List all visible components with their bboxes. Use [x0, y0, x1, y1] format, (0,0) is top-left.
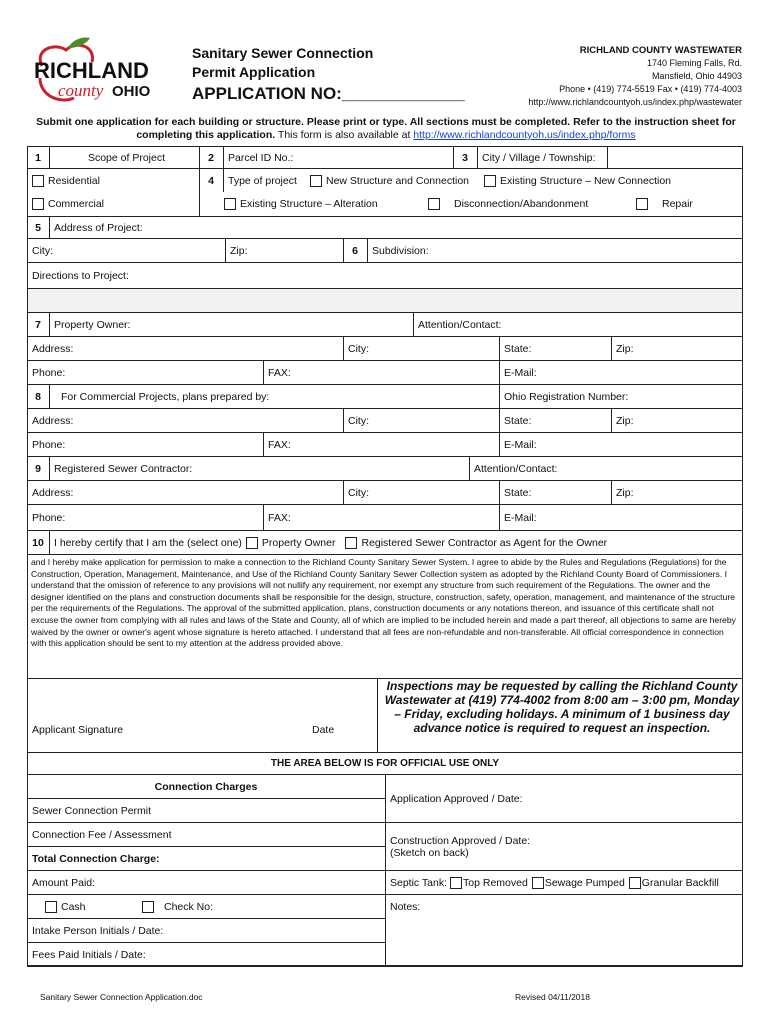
- connection-charges-heading: Connection Charges: [154, 780, 258, 793]
- legal-agreement-text: and I hereby make application for permission to make a connection to the Richland County Sanitary Sewer System. I agree to abide by the Rules and Regulations (Regulations) for the Construction, Operation, Management, Maintenance, and Use of the Richland County Sanitary Sewer Collection system as adopted by the Richland County Board of Commissioners. I understand that the omission of reference to any provisions will not nullify any requirement, nor exempt any structure from such requirement of the Regulations. The owner and the designer identified on the plans and construction documents shall be responsible for the design, structure, construction, safety, operation, management, and maintenance of the structure per the requirements of the Regulations. The approval of the submitted application, plans, construction documents or any notations thereon, and issuance of this certificate shall not excuse the owner from complying with all rules and laws of the State and County, all of which are implied to be included herein and made a part thereof, all objections to same are hereby waived by the owner or owner's agent whose signature is hereto attached. I understand that all fees are non-refundable and non-transferable. All official correspondence in connection with this application should be sent to my attention at the address provided above.: [31, 557, 736, 649]
- existing-alter-label: Existing Structure – Alteration: [240, 198, 378, 210]
- instructions: [30, 116, 742, 142]
- repair-label: Repair: [662, 198, 693, 210]
- instructions-bold: Submit one application for each building or structure. Please print or type. All sections must be completed. Refer to the instruction sheet for completing this application.: [36, 116, 736, 141]
- official-use-heading: THE AREA BELOW IS FOR OFFICIAL USE ONLY: [270, 758, 500, 769]
- directions-field[interactable]: Directions to Project:: [32, 269, 129, 282]
- residential-label: Residential: [48, 174, 100, 187]
- owner-phone-field[interactable]: Phone:: [32, 366, 66, 379]
- agency-street: 1740 Fleming Falls, Rd.: [646, 58, 742, 68]
- section-num-10: 10: [32, 536, 44, 549]
- owner-attention-field[interactable]: Attention/Contact:: [418, 318, 502, 331]
- inspection-notice: Inspections may be requested by calling the Richland County Wastewater at (419) 774-4002 from 8:00 am – 3:00 pm, Monday – Friday, excluding holidays. A minimum of 1 business day advance notice is required to request an inspection.: [384, 679, 740, 735]
- section-num-2: 2: [208, 151, 214, 164]
- designer-zip-field[interactable]: Zip:: [616, 414, 634, 427]
- contractor-phone-field[interactable]: Phone:: [32, 511, 66, 524]
- disconnection-label: Disconnection/Abandonment: [454, 198, 589, 210]
- contractor-zip-field[interactable]: Zip:: [616, 486, 634, 499]
- fees-paid-field[interactable]: Fees Paid Initials / Date:: [32, 948, 146, 961]
- contractor-agent-option-label: Registered Sewer Contractor as Agent for the Owner: [361, 536, 608, 549]
- owner-city-field[interactable]: City:: [348, 342, 369, 355]
- section-num-3: 3: [462, 151, 468, 164]
- sketch-note: (Sketch on back): [390, 847, 469, 859]
- intake-person-field[interactable]: Intake Person Initials / Date:: [32, 924, 164, 937]
- owner-zip-field[interactable]: Zip:: [616, 342, 634, 355]
- contractor-address-field[interactable]: Address:: [32, 486, 74, 499]
- logo-ohio-text: OHIO: [112, 83, 151, 100]
- designer-phone-field[interactable]: Phone:: [32, 438, 66, 451]
- agency-address-block: [528, 44, 742, 109]
- commercial-label: Commercial: [48, 198, 105, 210]
- section-num-1: 1: [35, 151, 41, 164]
- construction-approved-label: Construction Approved / Date:: [390, 835, 531, 847]
- form-bottom-rule: [27, 966, 743, 967]
- section-num-7: 7: [35, 318, 41, 331]
- designer-email-field[interactable]: E-Mail:: [504, 438, 537, 451]
- footer-filename: Sanitary Sewer Connection Application.doc: [40, 992, 203, 1002]
- applicant-signature-field[interactable]: Applicant Signature: [32, 724, 124, 736]
- designer-state-field[interactable]: State:: [504, 414, 532, 427]
- notes-field[interactable]: Notes:: [390, 901, 421, 913]
- logo-county-text: county: [58, 81, 104, 100]
- city-village-label: City / Village / Township:: [482, 151, 596, 164]
- connection-fee-field[interactable]: Connection Fee / Assessment: [32, 828, 172, 841]
- agency-city: Mansfield, Ohio 44903: [651, 71, 742, 81]
- form-title-line1: Sanitary Sewer Connection: [192, 45, 374, 61]
- granular-backfill-label: Granular Backfill: [641, 876, 719, 889]
- scope-label: Scope of Project: [87, 151, 166, 164]
- owner-email-field[interactable]: E-Mail:: [504, 366, 537, 379]
- contractor-email-field[interactable]: E-Mail:: [504, 511, 537, 524]
- instructions-plain: This form is also available at: [275, 129, 414, 141]
- agency-name: RICHLAND COUNTY WASTEWATER: [579, 45, 742, 56]
- project-zip-field[interactable]: Zip:: [230, 244, 248, 257]
- check-no-label: Check No:: [164, 900, 214, 913]
- new-structure-label: New Structure and Connection: [326, 174, 469, 187]
- section-num-8: 8: [35, 390, 41, 403]
- property-owner-field[interactable]: Property Owner:: [54, 318, 131, 331]
- owner-fax-field[interactable]: FAX:: [268, 366, 291, 379]
- plans-prepared-field[interactable]: For Commercial Projects, plans prepared by:: [61, 390, 270, 403]
- subdivision-field[interactable]: Subdivision:: [372, 244, 429, 257]
- application-form: [27, 146, 743, 961]
- section-num-4: 4: [208, 174, 214, 187]
- application-number[interactable]: APPLICATION NO:_____________: [192, 84, 465, 103]
- forms-link[interactable]: http://www.richlandcountyoh.us/index.php/forms: [413, 129, 636, 141]
- contractor-state-field[interactable]: State:: [504, 486, 532, 499]
- designer-address-field[interactable]: Address:: [32, 414, 74, 427]
- contractor-city-field[interactable]: City:: [348, 486, 369, 499]
- sewer-contractor-field[interactable]: Registered Sewer Contractor:: [54, 462, 193, 475]
- richland-county-logo: [30, 36, 170, 106]
- agency-url[interactable]: http://www.richlandcountyoh.us/index.php/wastewater: [528, 97, 742, 107]
- amount-paid-field[interactable]: Amount Paid:: [32, 876, 96, 889]
- contractor-fax-field[interactable]: FAX:: [268, 511, 291, 524]
- type-of-project-label: Type of project: [228, 174, 297, 187]
- property-owner-option-label: Property Owner: [261, 536, 336, 549]
- certify-label: I hereby certify that I am the (select one): [54, 536, 242, 549]
- total-connection-charge-field[interactable]: Total Connection Charge:: [32, 852, 160, 865]
- owner-address-field[interactable]: Address:: [32, 342, 74, 355]
- project-city-field[interactable]: City:: [32, 244, 53, 257]
- designer-fax-field[interactable]: FAX:: [268, 438, 291, 451]
- septic-tank-label: Septic Tank:: [390, 876, 448, 889]
- parcel-id-field[interactable]: Parcel ID No.:: [228, 151, 294, 164]
- top-removed-label: Top Removed: [463, 876, 528, 889]
- sewer-connection-permit-field[interactable]: Sewer Connection Permit: [32, 804, 152, 817]
- ohio-registration-field[interactable]: Ohio Registration Number:: [504, 390, 629, 403]
- form-title-line2: Permit Application: [192, 64, 316, 80]
- section-num-9: 9: [35, 462, 41, 475]
- address-of-project-field[interactable]: Address of Project:: [54, 221, 143, 234]
- section-num-6: 6: [352, 244, 358, 257]
- footer-revised: Revised 04/11/2018: [515, 992, 590, 1002]
- owner-state-field[interactable]: State:: [504, 342, 532, 355]
- cash-label: Cash: [61, 900, 86, 913]
- sewage-pumped-label: Sewage Pumped: [544, 876, 625, 889]
- application-approved-field[interactable]: Application Approved / Date:: [390, 793, 523, 805]
- agency-phone-fax: Phone • (419) 774-5519 Fax • (419) 774-4003: [559, 84, 742, 94]
- section-num-5: 5: [35, 221, 41, 234]
- form-outer-border: [27, 146, 743, 966]
- designer-city-field[interactable]: City:: [348, 414, 369, 427]
- signature-date-label: Date: [312, 724, 335, 736]
- existing-new-label: Existing Structure – New Connection: [500, 174, 671, 187]
- contractor-attention-field[interactable]: Attention/Contact:: [474, 462, 558, 475]
- logo-richland-text: RICHLAND: [34, 58, 149, 83]
